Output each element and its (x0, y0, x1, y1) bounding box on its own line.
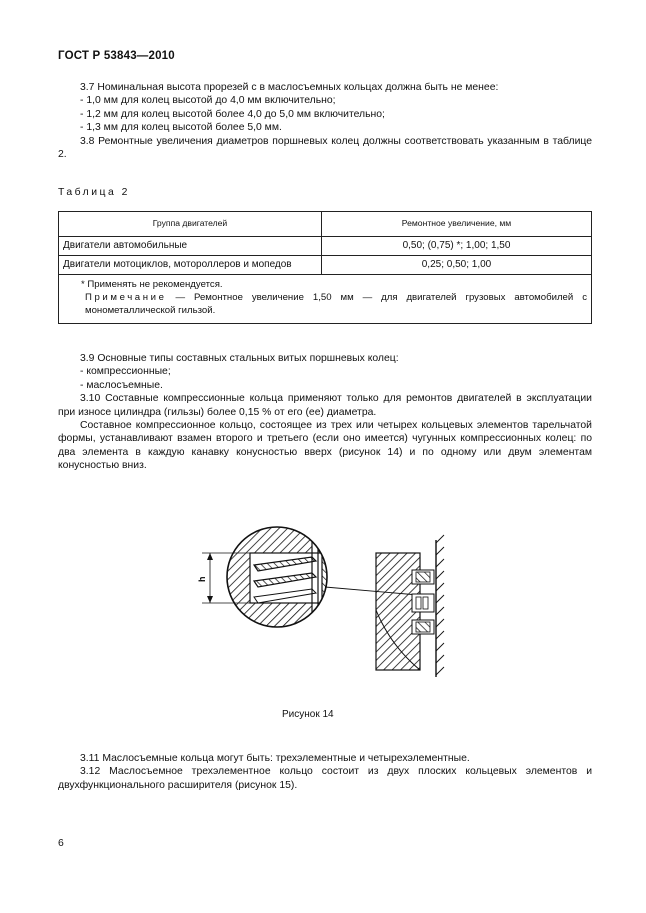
table-cell-values: 0,25; 0,50; 1,00 (322, 256, 592, 275)
section-3-7 (58, 81, 592, 161)
list-item: - 1,0 мм для колец высотой до 4,0 мм включительно; (80, 95, 336, 107)
table-notes-row (59, 275, 592, 324)
list-item: - 1,3 мм для колец высотой более 5,0 мм. (80, 122, 282, 134)
section-3-8: 3.8 Ремонтные увеличения диаметров поршневых колец должны соответствовать указанным в таблице 2. (58, 135, 592, 161)
table-note (63, 291, 587, 317)
dimension-h-label: h (197, 576, 207, 582)
section-3-11: 3.11 Маслосъемные кольца могут быть: трехэлементные и четырехэлементные. (80, 753, 470, 764)
table-row (59, 256, 592, 275)
column-header-group: Группа двигателей (59, 212, 322, 237)
table-cell-values: 0,50; (0,75) *; 1,00; 1,50 (322, 237, 592, 256)
figure-caption: Рисунок 14 (282, 709, 334, 720)
table-cell-group: Двигатели мотоциклов, мотороллеров и мопедов (59, 256, 322, 275)
table-2 (58, 211, 592, 324)
section-3-9-intro: 3.9 Основные типы составных стальных витых поршневых колец: (80, 353, 399, 364)
table-cell-group: Двигатели автомобильные (59, 237, 322, 256)
page-number: 6 (58, 838, 64, 849)
table-header-row (59, 212, 592, 237)
table-row (59, 237, 592, 256)
list-item: - компрессионные; (80, 366, 171, 378)
section-3-9-3-10 (58, 352, 592, 473)
note-label: Примечание (85, 292, 167, 303)
section-3-11-3-12 (58, 752, 592, 792)
list-item: - маслосъемные. (80, 379, 163, 391)
table-caption: Таблица 2 (58, 187, 130, 198)
note-text: — Ремонтное увеличение 1,50 мм — для двигателей грузовых автомобилей с монометаллической гильзой. (85, 292, 587, 316)
document-header: ГОСТ Р 53843—2010 (58, 50, 175, 62)
list-item: - 1,2 мм для колец высотой более 4,0 до 5,0 мм включительно; (80, 108, 385, 120)
figure-14-drawing (190, 515, 470, 695)
table-footnote: * Применять не рекомендуется. (81, 279, 223, 290)
detail-magnified-view (220, 520, 332, 640)
section-3-7-intro: 3.7 Номинальная высота прорезей c в маслосъемных кольцах должна быть не менее: (80, 82, 499, 93)
piston-section-view (376, 535, 444, 677)
section-3-12: 3.12 Маслосъемное трехэлементное кольцо состоит из двух плоских кольцевых элементов и двухфункционального расширителя (рисунок 15). (58, 766, 592, 791)
table-notes (59, 275, 592, 324)
column-header-increase: Ремонтное увеличение, мм (322, 212, 592, 237)
section-3-10-paragraph-2: Составное компрессионное кольцо, состоящее из трех или четырех кольцевых элементов тарельчатой формы, устанавливают взамен второго и третьего (если оно имеется) чугунных компрессионных колец: по два элемента в каждую канавку конусностью вверх (рисунок 14) и по одному или двум элементам конусностью вниз. (58, 420, 592, 472)
section-3-10: 3.10 Составные компрессионные кольца применяют только для ремонтов двигателей в эксплуатации при износе цилиндра (гильзы) более 0,15 % от его (ее) диаметра. (58, 393, 592, 418)
